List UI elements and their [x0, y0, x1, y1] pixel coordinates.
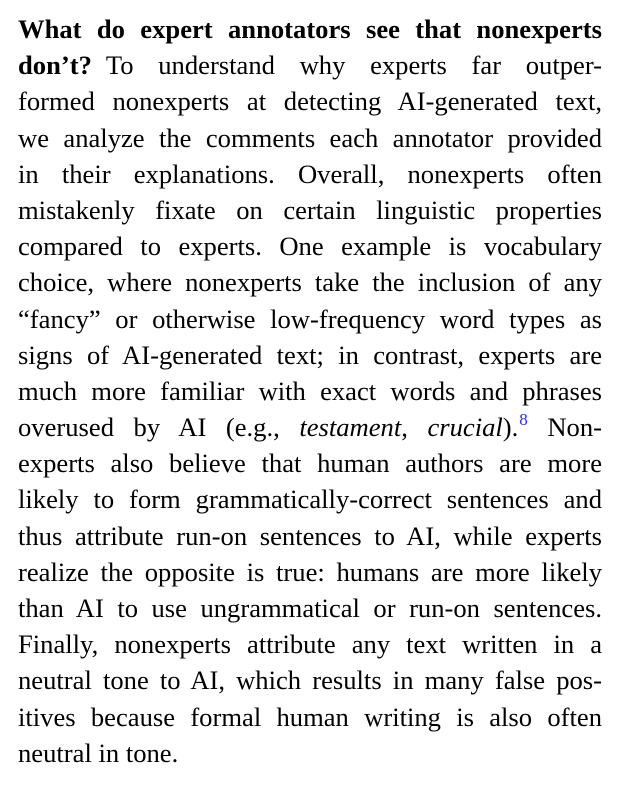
text-line: [18, 47, 602, 83]
text-line: [18, 409, 602, 445]
footnote-marker[interactable]: 8: [519, 410, 528, 430]
paragraph-heading: What do expert annotators see that nonexperts: [18, 14, 602, 44]
text-line: much more familiar with exact words and phrases: [18, 375, 602, 406]
text-line: realize the opposite is true: humans are more likely: [18, 556, 602, 587]
text-line: [18, 11, 602, 47]
text-line: thus attribute run-on sentences to AI, while experts: [18, 520, 602, 551]
text-line: mistakenly fixate on certain linguistic properties: [18, 194, 602, 225]
body-text: ,: [401, 412, 428, 443]
text-line: neutral tone to AI, which results in many false pos-: [18, 665, 602, 696]
body-text: To understand why experts far outper-: [105, 50, 602, 81]
text-line: experts also believe that human authors are more: [18, 448, 602, 479]
text-line: likely to form grammatically-correct sentences and: [18, 484, 602, 515]
text-line: formed nonexperts at detecting AI-generated text,: [18, 86, 602, 117]
text-line: itives because formal human writing is also often: [18, 701, 602, 732]
text-line: Finally, nonexperts attribute any text written in a: [18, 629, 602, 660]
text-line: “fancy” or otherwise low-frequency word types as: [18, 303, 602, 334]
body-text: overused by AI (e.g.,: [18, 412, 300, 443]
text-line: choice, where nonexperts take the inclusion of any: [18, 267, 602, 298]
text-line: compared to experts. One example is vocabulary: [18, 231, 602, 262]
example-word: testament: [299, 412, 402, 443]
paragraph-heading-end: don’t?: [18, 50, 92, 81]
text-line: in their explanations. Overall, nonexperts often: [18, 158, 602, 189]
paper-paragraph: [18, 11, 602, 771]
text-line: neutral in tone.: [18, 737, 179, 768]
text-line: we analyze the comments each annotator provided: [18, 122, 602, 153]
text-line: than AI to use ungrammatical or run-on sentences.: [18, 593, 602, 623]
body-text: Non-: [527, 412, 602, 443]
example-word: crucial: [427, 412, 503, 443]
body-text: ).: [502, 412, 519, 443]
text-line: signs of AI-generated text; in contrast, experts are: [18, 339, 602, 370]
